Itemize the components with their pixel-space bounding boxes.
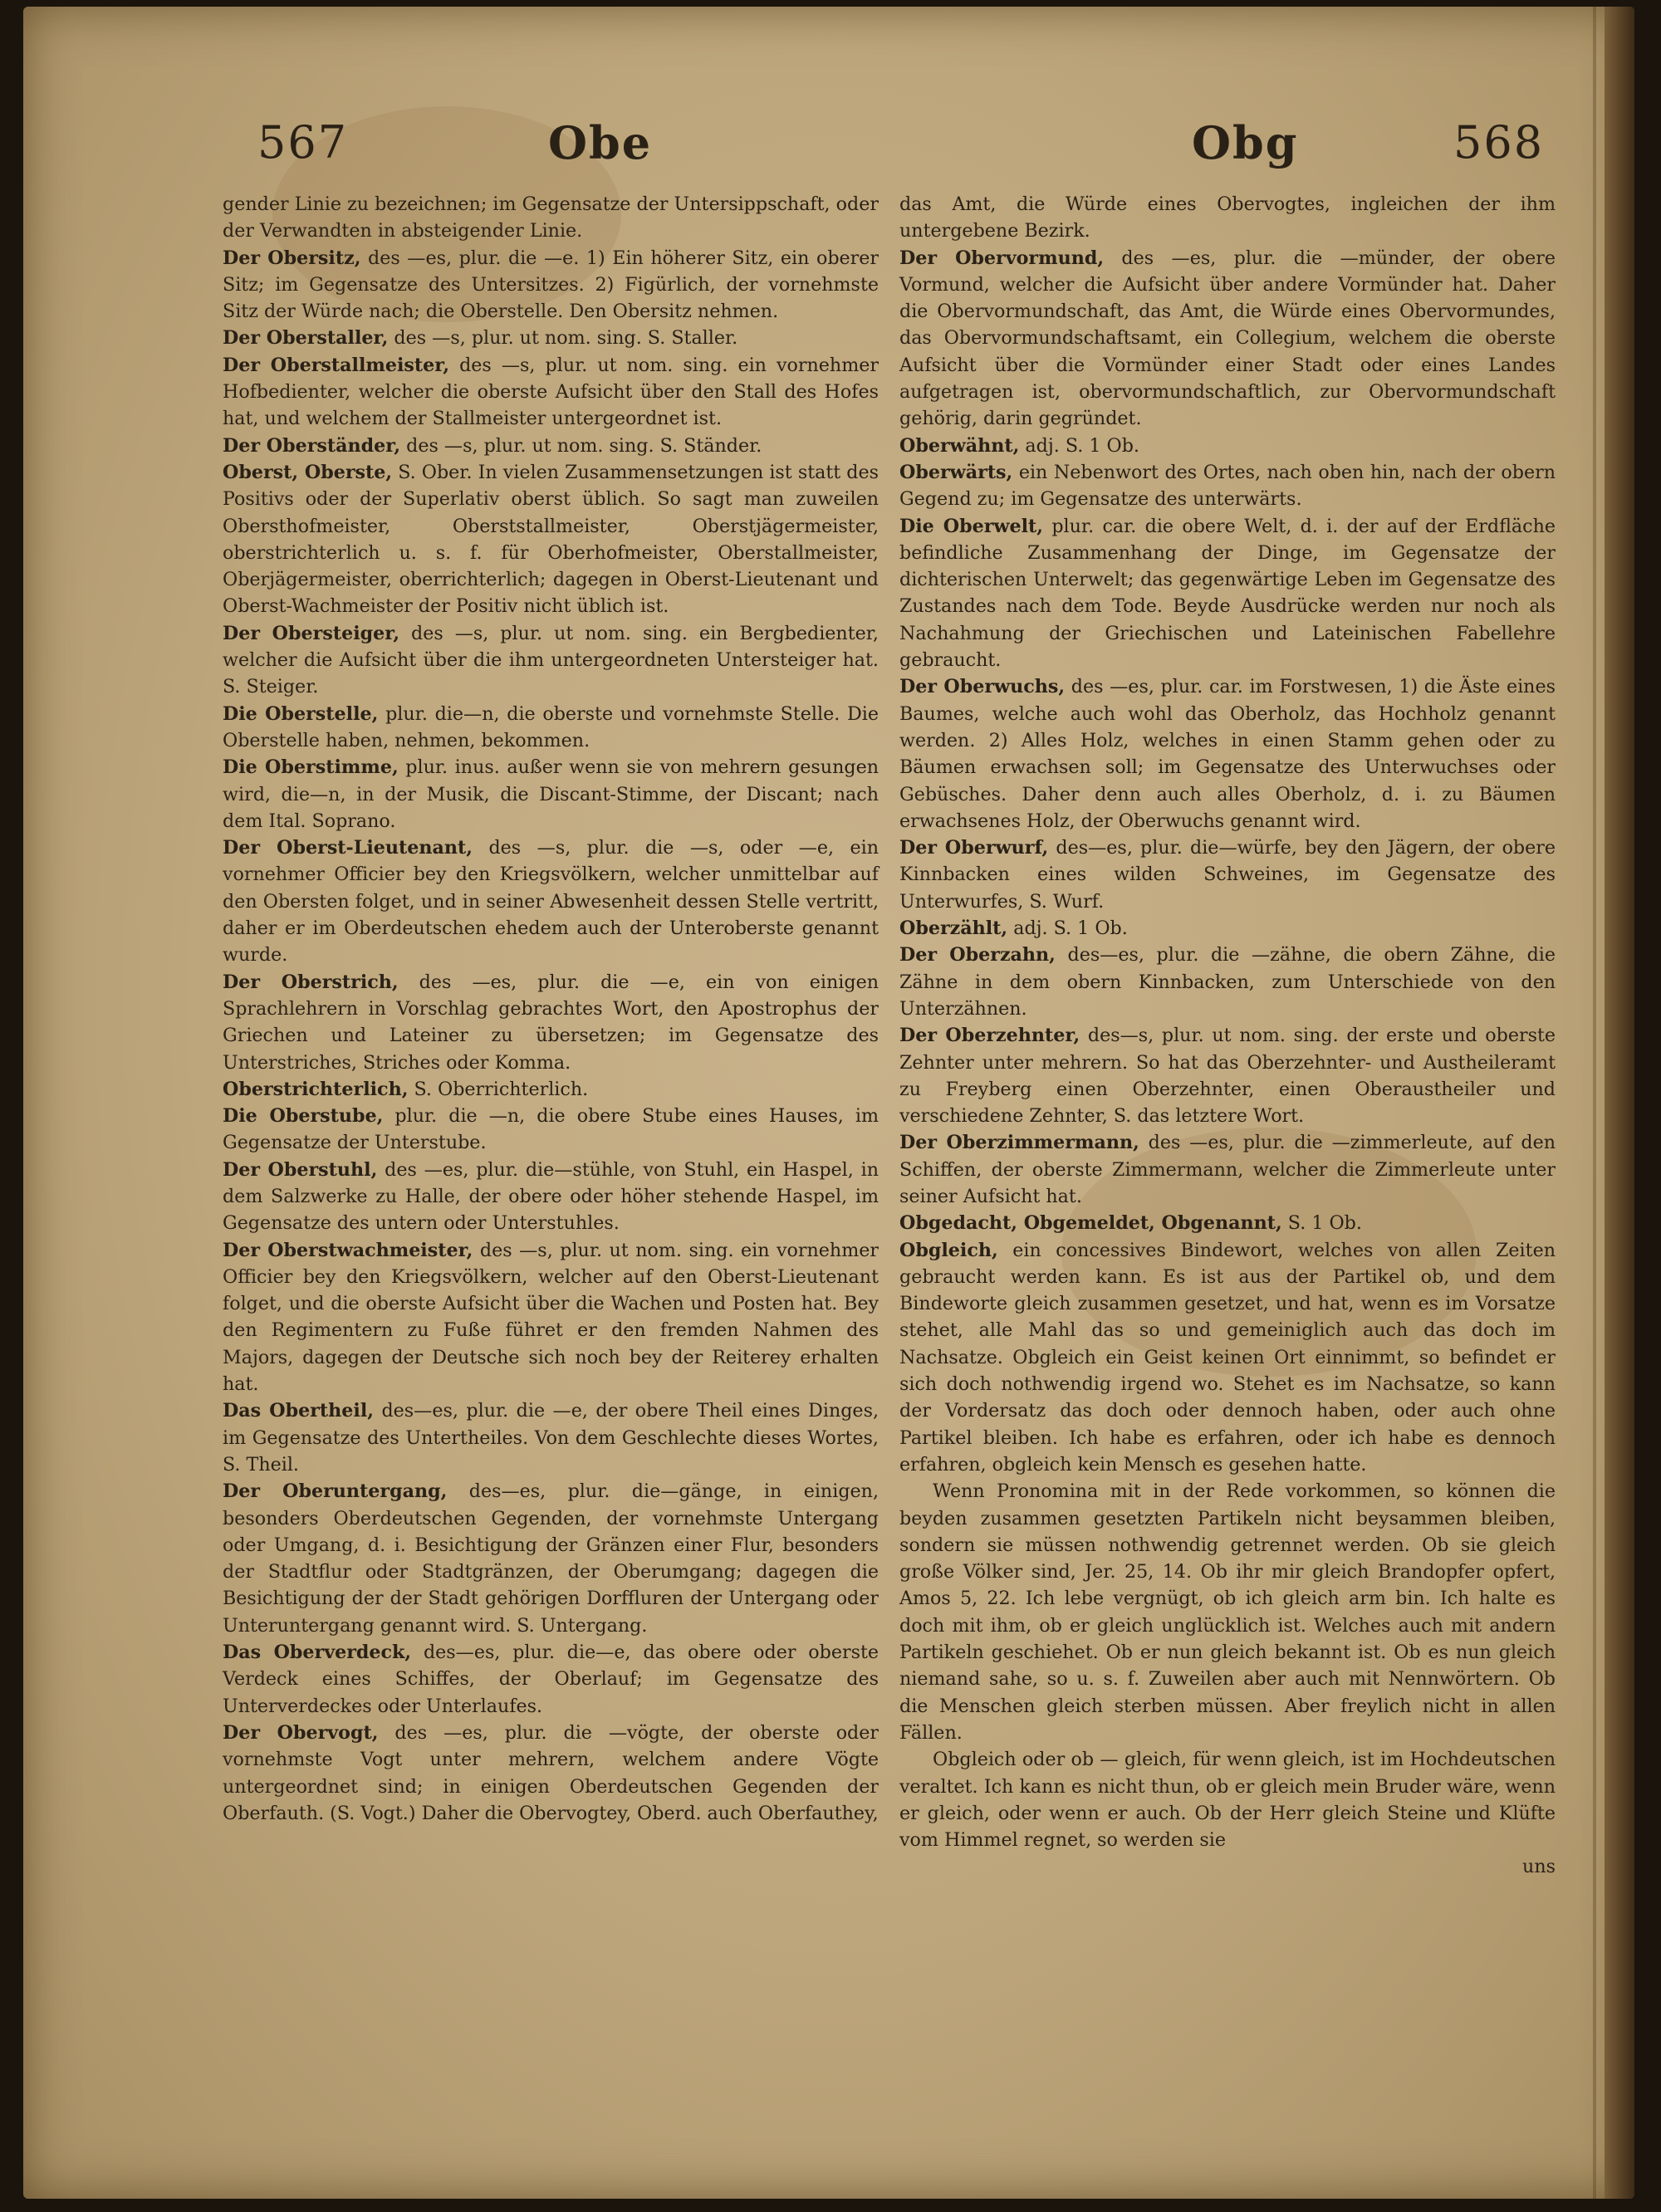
dictionary-entry xyxy=(223,754,879,834)
dictionary-entry xyxy=(223,1397,879,1478)
entry-definition: S. 1 Ob. xyxy=(1281,1212,1362,1235)
dictionary-entry xyxy=(223,1639,879,1720)
dictionary-entry xyxy=(899,915,1556,942)
entry-definition: des—es, plur. die—e, das obere oder oberste Verdeck eines Schiffes, der Oberlauf; im Gegensatze des Unterverdeckes oder Unterlaufes. xyxy=(223,1642,879,1717)
entry-headword: Der Oberständer, xyxy=(223,434,401,457)
entry-definition: des—es, plur. die —zähne, die obern Zähne, die Zähne in dem obern Kinnbacken, zum Unterschiede von den Unterzähnen. xyxy=(899,944,1556,1020)
entry-definition: des —s, plur. die —s, oder —e, ein vornehmer Officier bey den Kriegsvölkern, welcher unmittelbar auf den Obersten folget, und in seiner Abwesenheit dessen Stelle vertritt, daher er im Oberdeutschen ehedem auch der Unteroberste genannt wurde. xyxy=(223,837,879,967)
entry-headword: Der Obervogt, xyxy=(223,1721,379,1744)
entry-definition: ein Nebenwort des Ortes, nach oben hin, nach der obern Gegend zu; im Gegensatze des unterwärts. xyxy=(899,461,1556,511)
dictionary-entry xyxy=(899,433,1556,459)
page-fold xyxy=(1593,7,1596,2199)
entry-definition: des —s, plur. ut nom. sing. ein Bergbedienter, welcher die Aufsicht über die ihm untergeordneten Untersteiger hat. S. Steiger. xyxy=(223,622,879,698)
entry-headword: Oberwähnt, xyxy=(899,434,1020,457)
entry-headword: Obgleich, xyxy=(899,1239,998,1261)
entry-headword: Die Oberwelt, xyxy=(899,515,1044,537)
entry-definition: des—es, plur. die —e, der obere Theil eines Dinges, im Gegensatze des Untertheiles. Von dem Geschlechte dieses Wortes, S. Theil. xyxy=(223,1400,879,1475)
entry-definition: adj. S. 1 Ob. xyxy=(1019,434,1139,457)
dictionary-entry xyxy=(223,620,879,701)
page-number-left: 567 xyxy=(257,116,349,169)
dictionary-entry xyxy=(899,459,1556,513)
entry-definition: des—es, plur. die—würfe, bey den Jägern, der obere Kinnbacken eines wilden Schweines, im Gegensatze des Unterwurfes, S. Wurf. xyxy=(899,837,1556,913)
dictionary-entry xyxy=(223,1157,879,1237)
continued-text: das Amt, die Würde eines Obervogtes, ingleichen der ihm untergebene Bezirk. xyxy=(899,193,1556,242)
dictionary-entry xyxy=(899,513,1556,674)
dictionary-entry xyxy=(899,673,1556,834)
entry-definition: plur. inus. außer wenn sie von mehrern gesungen wird, die—n, in der Musik, die Discant-Stimme, der Discant; nach dem Ital. Soprano. xyxy=(223,756,879,832)
left-column xyxy=(223,191,879,1827)
catchword: uns xyxy=(1522,1856,1556,1878)
entry-headword: Oberst, Oberste, xyxy=(223,461,393,483)
entry-definition: plur. car. die obere Welt, d. i. der auf der Erdfläche befindliche Zusammenhang der Dinge, im Gegensatze der dichterischen Unterwelt; das gegenwärtige Leben im Gegensatze des Zustandes nach dem Tode. Beyde Ausdrücke werden nur noch als Nachahmung der Griechischen und Lateinischen Fabellehre gebraucht. xyxy=(899,515,1556,672)
entry-definition: S. Oberrichterlich. xyxy=(408,1078,589,1100)
entry-headword: Die Oberstube, xyxy=(223,1105,384,1128)
dictionary-entry xyxy=(223,969,879,1076)
dictionary-entry xyxy=(899,1129,1556,1210)
entry-headword: Der Oberwurf, xyxy=(899,837,1049,859)
entry-definition: des —s, plur. ut nom. sing. S. Ständer. xyxy=(400,434,762,457)
dictionary-entry xyxy=(899,245,1556,433)
entry-headword: Der Oberstallmeister, xyxy=(223,354,450,376)
entry-definition: des —es, plur. car. im Forstwesen, 1) die Äste eines Baumes, welche auch wohl das Oberholz, das Hochholz genannt werden. 2) Alles Holz, welches in einen Stamm gehen oder zu Bäumen erwachsen soll; im Gegensatze des Unterwuchses oder Gebüsches. Daher denn auch alles Oberholz, d. i. zu Bäumen erwachsenes Holz, der Oberwuchs genannt wird. xyxy=(899,676,1556,832)
entry-headword: Oberwärts, xyxy=(899,461,1013,483)
paragraph: Obgleich oder ob — gleich, für wenn gleich, ist im Hochdeutschen veraltet. Ich kann es nicht thun, ob er gleich mein Bruder wäre, wenn er gleich, oder wenn er auch. Ob der Herr gleich Steine und Klüfte vom Himmel regnet, so werden sie xyxy=(899,1749,1556,1852)
entry-definition: des —s, plur. ut nom. sing. ein vornehmer Hofbedienter, welcher die oberste Aufsicht über den Stall des Hofes hat, und welchem der Stallmeister untergeordnet ist. xyxy=(223,354,879,430)
entry-definition: des —es, plur. die —vögte, der oberste oder vornehmste Vogt unter mehrern, welchem andere Vögte untergeordnet sind; in einigen Oberdeutschen Gegenden der Oberfauth. (S. Vogt.) Daher die Obervogtey, Oberd. auch Oberfauthey, xyxy=(223,1721,879,1824)
paragraph: Wenn Pronomina mit in der Rede vorkommen, so können die beyden zusammen gesetzten Partikeln nicht beysammen bleiben, sondern sie müssen nothwendig getrennet werden. Ob sie gleich große Völker sind, Jer. 25, 14. Ob ihr mir gleich Brandopfer opfert, Amos 5, 22. Ich lebe vergnügt, ob ich gleich arm bin. Ich halte es doch mit ihm, ob er gleich unglücklich ist. Welches auch mit andern Partikeln geschiehet. Ob er nun gleich bekannt ist. Ob es nun gleich niemand sahe, so u. s. f. Zuweilen aber auch mit Nennwörtern. Ob die Menschen gleich sterben müssen. Aber freylich nicht in allen Fällen. xyxy=(899,1480,1556,1744)
entry-headword: Die Oberstimme, xyxy=(223,756,399,779)
entry-headword: Der Oberwuchs, xyxy=(899,676,1066,698)
entry-headword: Oberzählt, xyxy=(899,918,1008,940)
continued-text: gender Linie zu bezeichnen; im Gegensatze der Untersippschaft, oder der Verwandten in absteigender Linie. xyxy=(223,193,879,242)
entry-headword: Der Oberstaller, xyxy=(223,327,389,350)
entry-definition: des —s, plur. ut nom. sing. S. Staller. xyxy=(388,327,738,350)
dictionary-entry xyxy=(223,1237,879,1398)
dictionary-entry xyxy=(899,1237,1556,1479)
entry-headword: Der Oberstrich, xyxy=(223,971,399,993)
entry-headword: Der Oberzehnter, xyxy=(899,1025,1080,1047)
entry-definition: ein concessives Bindewort, welches von allen Zeiten gebraucht werden kann. Es ist aus der Partikel ob, und dem Bindeworte gleich zusammen gesetzet, und hat, wenn es im Vorsatze stehet, alle Mahl das so und gemeiniglich auch das doch im Nachsatze. Obgleich ein Geist keinen Ort einnimmt, so befindet er sich doch nothwendig irgend wo. Stehet es im Nachsatze, so kann der Vordersatz das doch oder dennoch haben, oder auch ohne Partikel bleiben. Ich habe es erfahren, oder ich habe es dennoch erfahren, obgleich kein Mensch es gesehen hatte. xyxy=(899,1239,1556,1475)
entry-definition: des —es, plur. die —zimmerleute, auf den Schiffen, der oberste Zimmermann, welcher die Zimmerleute unter seiner Aufsicht hat. xyxy=(899,1132,1556,1207)
entry-definition: des —es, plur. die—stühle, von Stuhl, ein Haspel, in dem Salzwerke zu Halle, der obere oder höher stehende Haspel, im Gegensatze des untern oder Unterstuhles. xyxy=(223,1158,879,1235)
dictionary-entry xyxy=(223,1478,879,1639)
dictionary-entry xyxy=(223,459,879,620)
running-head-right: Obg xyxy=(1192,116,1299,169)
dictionary-entry xyxy=(899,834,1556,915)
entry-headword: Das Obertheil, xyxy=(223,1400,374,1422)
right-column xyxy=(899,191,1556,1881)
entry-definition: des—es, plur. die—gänge, in einigen, besonders Oberdeutschen Gegenden, der vornehmste Untergang oder Umgang, d. i. Besichtigung der Gränzen einer Flur, besonders der Stadtflur oder Stadtgränzen, der Oberumgang; dagegen die Besichtigung der der Stadt gehörigen Dorffluren der Untergang oder Unteruntergang genannt wird. S. Untergang. xyxy=(223,1480,879,1637)
dictionary-entry xyxy=(899,1022,1556,1129)
dictionary-entry xyxy=(223,352,879,433)
entry-definition: des —s, plur. ut nom. sing. ein vornehmer Officier bey den Kriegsvölkern, welcher auf den Oberst-Lieutenant folget, und die oberste Aufsicht über die Wachen und Posten hat. Bey den Regimentern zu Fuße führet er den fremden Nahmen des Majors, dagegen der Deutsche sich noch bey der Reiterey erhalten hat. xyxy=(223,1239,879,1396)
entry-headword: Die Oberstelle, xyxy=(223,702,379,725)
dictionary-entry xyxy=(223,701,879,755)
entry-headword: Der Oberst-Lieutenant, xyxy=(223,837,473,859)
dictionary-entry xyxy=(223,1103,879,1157)
entry-headword: Der Oberstwachmeister, xyxy=(223,1239,473,1261)
entry-headword: Der Obersitz, xyxy=(223,247,361,269)
dictionary-entry xyxy=(223,1076,879,1103)
dictionary-entry xyxy=(223,325,879,351)
entry-definition: des —es, plur. die —münder, der obere Vormund, welcher die Aufsicht über andere Vormünder hat. Daher die Obervormundschaft, das Amt, die Würde eines Obervormundes, das Obervormundschaftsamt, ein Collegium, welchem die oberste Aufsicht über die Vormünder einer Stadt oder eines Landes aufgetragen ist, obervormundschaftlich, zur Obervormundschaft gehörig, darin gegründet. xyxy=(899,247,1556,430)
running-head-left: Obe xyxy=(548,116,653,169)
dictionary-entry xyxy=(223,245,879,325)
page-edge xyxy=(1605,7,1634,2199)
dictionary-entry xyxy=(223,834,879,968)
entry-definition: adj. S. 1 Ob. xyxy=(1007,918,1128,940)
entry-headword: Der Oberzahn, xyxy=(899,944,1056,967)
entry-headword: Der Obersteiger, xyxy=(223,622,400,644)
entry-headword: Der Oberzimmermann, xyxy=(899,1132,1139,1154)
entry-headword: Der Obervormund, xyxy=(899,247,1105,269)
dictionary-entry xyxy=(223,1720,879,1827)
dictionary-entry xyxy=(223,433,879,459)
entry-headword: Oberstrichterlich, xyxy=(223,1078,409,1100)
entry-definition: S. Ober. In vielen Zusammensetzungen ist statt des Positivs oder der Superlativ oberst üblich. So sagt man zuweilen Obersthofmeister, Oberststallmeister, Oberstjägermeister, oberstrichterlich u. s. f. für Oberhofmeister, Oberstallmeister, Oberjägermeister, oberrichterlich; dagegen in Oberst-Lieutenant und Oberst-Wachmeister der Positiv nicht üblich ist. xyxy=(223,461,879,618)
page-number-right: 568 xyxy=(1453,116,1545,169)
entry-definition: plur. die —n, die obere Stube eines Hauses, im Gegensatze der Unterstube. xyxy=(223,1105,879,1154)
dictionary-entry xyxy=(899,942,1556,1022)
entry-headword: Das Oberverdeck, xyxy=(223,1642,412,1664)
entry-headword: Der Oberuntergang, xyxy=(223,1480,448,1503)
dictionary-entry xyxy=(899,1210,1556,1236)
entry-headword: Obgedacht, Obgemeldet, Obgenannt, xyxy=(899,1212,1282,1235)
entry-definition: des—s, plur. ut nom. sing. der erste und oberste Zehnter unter mehrern. So hat das Oberzehnter- und Austheileramt zu Freyberg einen Oberzehnter, einen Oberaustheiler und verschiedene Zehnter, S. das letztere Wort. xyxy=(899,1025,1556,1128)
entry-definition: des —es, plur. die —e, ein von einigen Sprachlehrern in Vorschlag gebrachtes Wort, den Apostrophus der Griechen und Lateiner zu übersetzen; im Gegensatze des Unterstriches, Striches oder Komma. xyxy=(223,971,879,1074)
entry-definition: plur. die—n, die oberste und vornehmste Stelle. Die Oberstelle haben, nehmen, bekommen. xyxy=(223,702,879,751)
entry-definition: des —es, plur. die —e. 1) Ein höherer Sitz, ein oberer Sitz; im Gegensatze des Untersitzes. 2) Figürlich, der vornehmste Sitz der Würde nach; die Oberstelle. Den Obersitz nehmen. xyxy=(223,247,879,323)
entry-headword: Der Oberstuhl, xyxy=(223,1158,378,1181)
